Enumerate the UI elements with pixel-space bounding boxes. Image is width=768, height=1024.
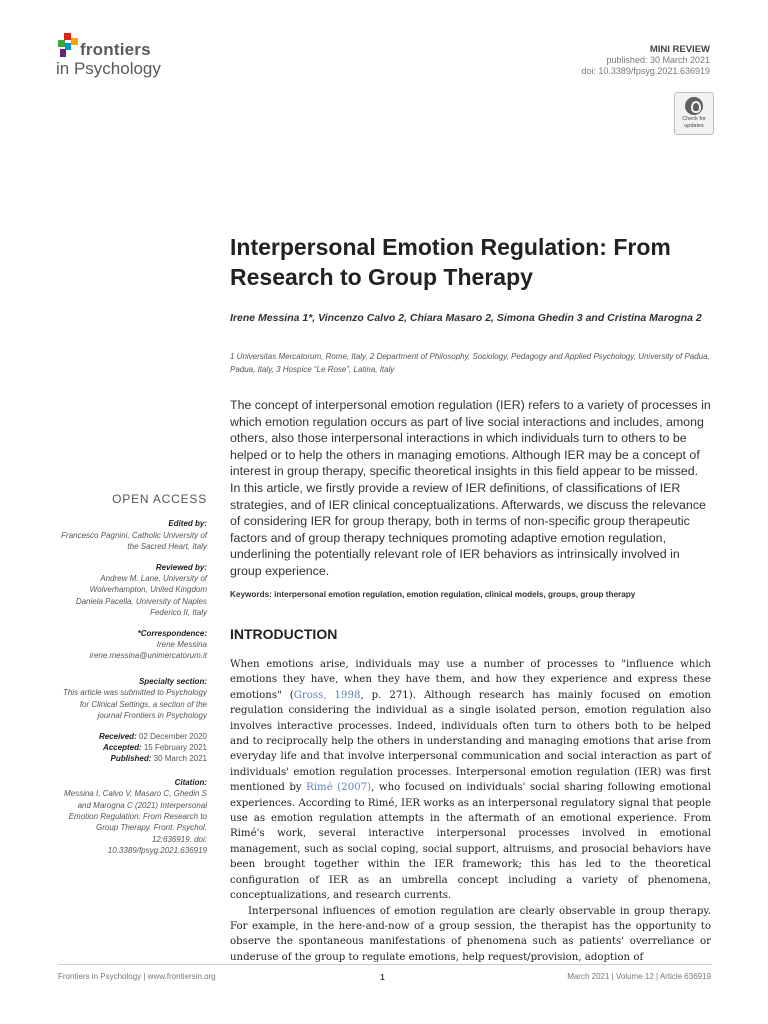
reviewer-2: Daniela Pacella, University of Naples Federico II, Italy — [75, 596, 207, 618]
page-number: 1 — [380, 972, 385, 982]
citation-block — [58, 777, 207, 857]
reviewed-by-label: Reviewed by: — [155, 562, 207, 572]
keywords: Keywords: interpersonal emotion regulation, emotion regulation, clinical models, groups, group therapy — [230, 590, 636, 599]
affiliations: 1 Universitas Mercatorum, Rome, Italy, 2 Department of Philosophy, Sociology, Pedagogy and Applied Psychology, University of Padua, Padua, Italy, 3 Hospice “Le Rose”, Latina, Italy — [230, 352, 710, 374]
accepted-label: Accepted: — [102, 742, 142, 752]
article-type: MINI REVIEW — [649, 44, 710, 55]
frontiers-logo-icon — [56, 33, 80, 61]
reviewer-1: Andrew M. Lane, University of Wolverhampton, United Kingdom — [89, 574, 207, 595]
journal-logo-subtitle: in Psychology — [56, 59, 161, 78]
dates-block — [58, 731, 207, 765]
footer-volume-info: March 2021 | Volume 12 | Article 636919 — [567, 972, 711, 981]
section-heading-introduction: INTRODUCTION — [230, 626, 338, 642]
editor-name: Francesco Pagnini, Catholic University of the Sacred Heart, Italy — [61, 530, 207, 552]
accepted-value: 15 February 2021 — [141, 742, 207, 752]
received-value: 02 December 2020 — [136, 731, 207, 741]
received-date — [58, 731, 207, 742]
published-label: Published: — [110, 754, 152, 764]
correspondence-block — [58, 628, 207, 662]
publication-info — [581, 44, 710, 77]
published-date: published: 30 March 2021 — [606, 55, 710, 65]
paragraph-1 — [230, 657, 711, 904]
paragraph-1-text-b: , p. 271). Although research has mainly focused on emotion regulation considering the individual as a single isolated person, emotion regulation also involves interactive processes. Indeed, individuals often turn to others both to be helped and to reciprocally help the others in understanding and managing emotions that arise from everyday life and that involve interpersonal communication and social interaction as part of individuals' emotion regulation processes. Interpersonal emotion regulation (IER) was first mentioned by — [230, 689, 711, 794]
edited-by-block — [58, 518, 207, 552]
citation-link-gross[interactable]: Gross, 1998 — [293, 689, 361, 701]
edited-by-label: Edited by: — [168, 519, 207, 529]
specialty-block — [58, 676, 207, 722]
open-access-label: OPEN ACCESS — [112, 492, 207, 506]
citation-label: Citation: — [174, 777, 207, 787]
citation-text: Messina I, Calvo V, Masaro C, Ghedin S and Marogna C (2021) Interpersonal Emotion Regulation: From Research to Group Therapy. Front. Psychol. 12:636919. doi: 10.3389/fpsyg.2021.636919 — [63, 789, 207, 856]
journal-logo-frontiers: frontiers — [80, 40, 151, 59]
published-sidebar-date — [58, 753, 207, 764]
specialty-label: Specialty section: — [138, 676, 207, 686]
correspondence-label: *Correspondence: — [137, 628, 207, 638]
specialty-section: This article was submitted to Psychology for Clinical Settings, a section of the journal Frontiers in Psychology — [62, 688, 207, 721]
paragraph-2: Interpersonal influences of emotion regulation are clearly observable in group therapy. For example, in the here-and-now of a group session, the therapist has the opportunity to observe the spontaneous manifestations of phenomena such as patients' overreliance or underuse of the group to regulate emotions, help request/provision, adoption of — [230, 905, 711, 963]
paragraph-1-text-a: When emotions arise, individuals may use a number of processes to "influence which emotions they have, when they have them, and how they experience and express these emotions" ( — [230, 659, 711, 701]
received-label: Received: — [98, 731, 137, 741]
footer-divider — [58, 964, 712, 965]
abstract: The concept of interpersonal emotion regulation (IER) refers to a variety of processes in which emotion regulation occurs as part of live social interactions and includes, among others, also those interpersonal interactions in which individuals turn to others to be helped or to help the others in managing emotions. Although IER may be a concept of interest in group therapy, specific theoretical insights in this field appear to be missed. In this article, we firstly provide a review of IER definitions, of classifications of IER strategies, and of IER clinical conceptualizations. Afterwards, we discuss the relevance of considering IER for group therapy, both in terms of non-specific group therapeutic factors and of group therapy techniques promoting adaptive emotion regulation, underlining the potentially relevant role of IER behaviors as intrinsically involved in group experience. — [230, 398, 711, 578]
paragraph-1-text-c: , who focused on individuals' social sharing following emotional experiences. According to Rimé, IER works as an interpersonal regulatory signal that people use as emotion regulation attempts in the aftermath of an emotional experience. From Rimé's work, several interactive interpersonal processes involved in emotional management, such as social coping, social support, altruisms, and prosocial behaviors have been brought together within the IER framework; this has led to the theoretical configuration of IER as an umbrella concept including a variety of phenomena, conceptualizations, and research currents. — [230, 782, 711, 902]
introduction-body — [230, 657, 711, 965]
accepted-date — [58, 742, 207, 753]
author-list: Irene Messina 1*, Vincenzo Calvo 2, Chiara Masaro 2, Simona Ghedin 3 and Cristina Marogna 2 — [230, 312, 702, 324]
article-title: Interpersonal Emotion Regulation: From Research to Group Therapy — [230, 234, 671, 290]
bookmark-icon — [685, 97, 703, 115]
check-for-updates-button[interactable] — [674, 92, 714, 135]
footer-journal-link[interactable]: Frontiers in Psychology | www.frontiersin.org — [58, 972, 216, 981]
doi-link[interactable]: doi: 10.3389/fpsyg.2021.636919 — [581, 66, 710, 76]
published-value: 30 March 2021 — [151, 754, 207, 764]
reviewed-by-block — [58, 562, 207, 619]
article-sidebar — [58, 494, 207, 866]
correspondence-email[interactable]: Irene Messina irene.messina@unimercatorum.it — [89, 640, 207, 661]
check-for-updates-label: Check for updates — [682, 116, 706, 129]
citation-link-rime[interactable]: Rimé (2007) — [306, 782, 372, 794]
